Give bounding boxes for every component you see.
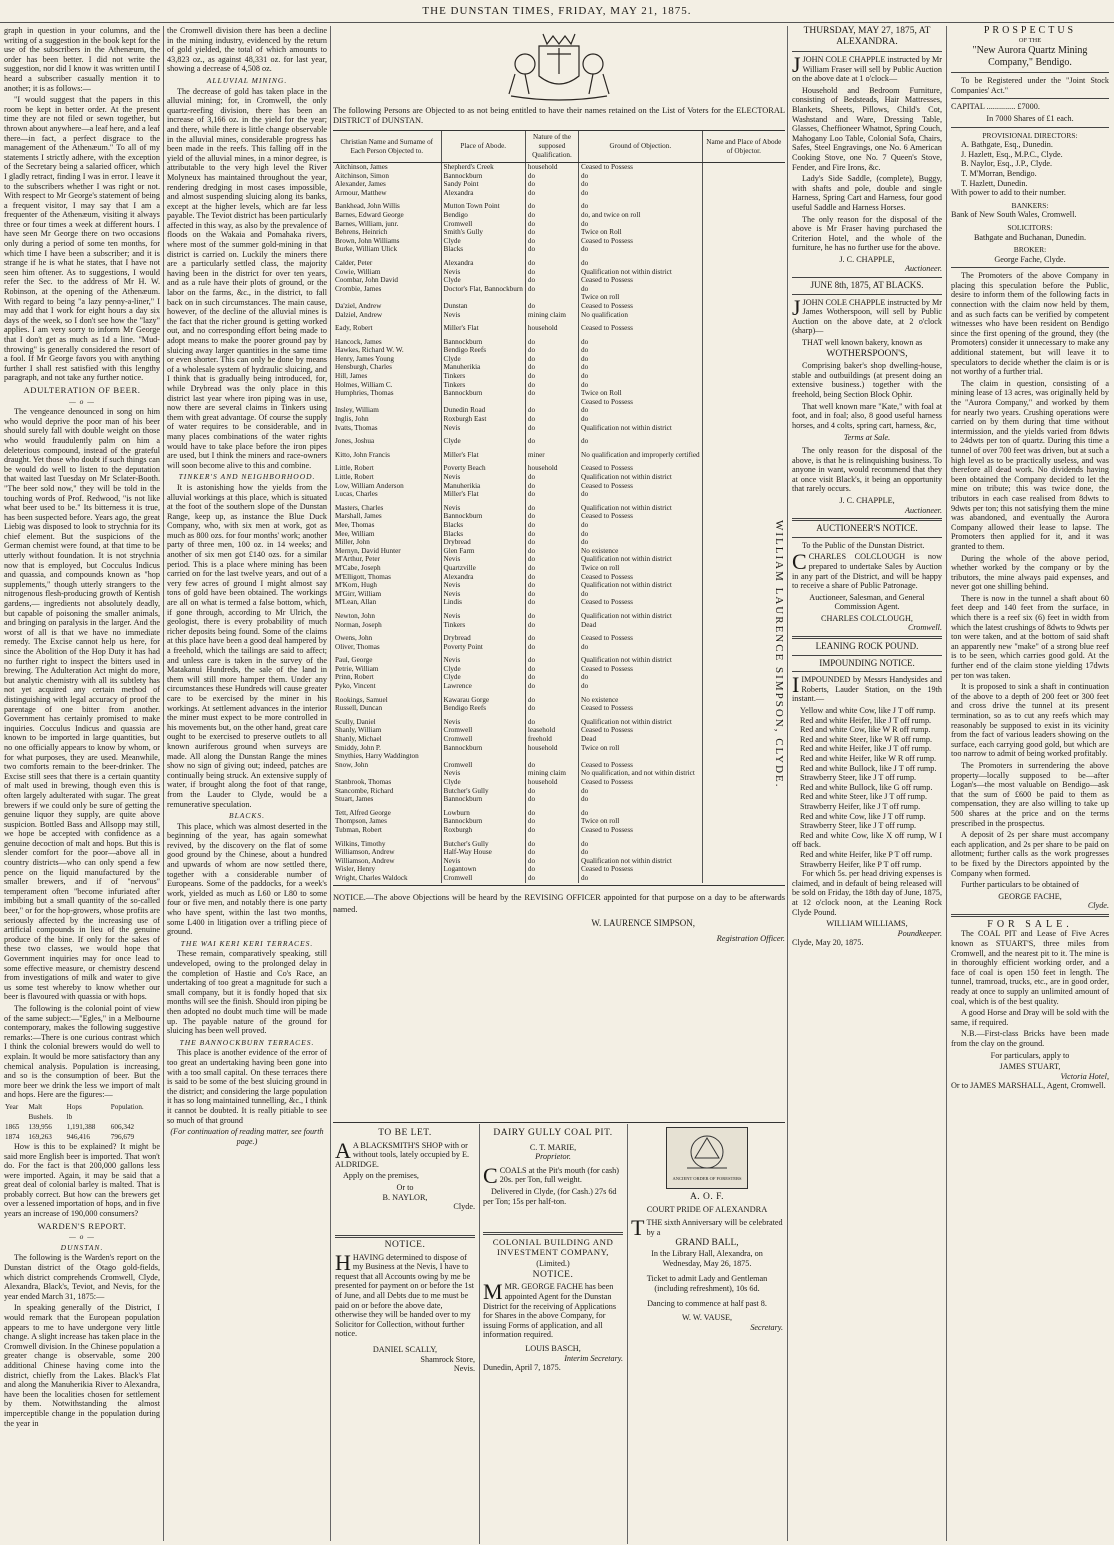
table-row: Aitchinson, James Shepherd's Creek household Ceased to Possess — [333, 163, 785, 172]
table-row: Barnes, William, junr. Cromwell do do — [333, 220, 785, 229]
list-item: Strawberry Steer, like J T off rump. — [800, 773, 917, 783]
list-item: Red and white Steer, like J T off rump. — [800, 792, 928, 802]
table-row: Da'ziel, Andrew Dunstan do Ceased to Possess — [333, 302, 785, 311]
table-row: Russell, Duncan Bendigo Reefs do Ceased to Possess — [333, 704, 785, 713]
registration-officer-name: W. LAURENCE SIMPSON, — [591, 917, 695, 928]
table-row: Eady, Robert Miller's Flat household Ceased to Possess — [333, 324, 785, 333]
list-item: T. Hazlett, Dunedin. — [961, 178, 1028, 188]
table-row: Insley, William Dunedin Road do do — [333, 406, 785, 415]
adulteration-p2: The following is the colonial point of view of the same subject:—"Egles," in a Melbourne contemporary, makes the following suggestive remarks:—There is one curious contrast which I think the colonial brewers would do well to explain. It would be more satisfactory than any chemical analysis. Population is increasing, and so is the consumption of beer. But the more beer we drink the less we import of malt and hops. Here are the figures:— — [4, 1003, 160, 1100]
voters-table — [333, 130, 785, 883]
table-row: Aitchinson, Simon Bannockburn do do — [333, 172, 785, 181]
table-row: Oliver, Thomas Poverty Point do do — [333, 643, 785, 652]
table-row: Jones, Joshua Clyde do do — [333, 437, 785, 446]
ad-colonial-building: COLONIAL BUILDING AND INVESTMENT COMPANY, (Limited.) NOTICE. MMR. GEORGE FACHE has been appointed Agent for the Dunstan District for the receiving of Applications for Shares in the above Company, for issuing Forms of application, and all information required. LOUIS BASCH, Interim Secretary. Dunedin, April 7, 1875. — [483, 1229, 623, 1539]
subheading-dunstan: DUNSTAN. — [60, 1242, 104, 1252]
table-row: Marshall, James Bannockburn do Ceased to Possess — [333, 512, 785, 521]
table-row: Snow, John Cromwell do Ceased to Possess — [333, 761, 785, 770]
column-rule — [163, 26, 164, 1541]
table-row: Armour, Matthew Alexandra do do — [333, 189, 785, 198]
tinkers-p1: It is astonishing how the yields from the alluvial workings at this place, which is situated at the foot of the southern slope of the Dunstan Range, keep up, as instance the Blue Duck Company, who, with six men at work, got as much as 800 ozs. for four months' work; another party of three men, 100 oz. in 14 weeks; and another of six men got £140 ozs. for a similar period. This is a place where mining has been carried on for the last twelve years, and out of a very few acres of ground I might almost say tons of gold have been obtained. The workings are all on what is termed a false bottom, which, if gone through, according to Mr Ulrich, the geologist, there is every probability of much richer deposits being found. Some of the claims at this place have been a good deal hampered by a freehold, which the tailings are said to affect; and unless care is taken in the survey of the Matakanui Hundreds, the sale of the land in them will still more hamper them. Under any circumstances these Hundreds will cause greater care to be exercised by the miner in his workings. At settlement advances in the interior the miner must expect to be more controlled in his movements but, on the other hand, great care ought to be exercised to preserve outlets to all known auriferous ground when surveys are made. All along the Dunstan Range the mines show no sign of giving out; indeed, patches are continually being struck. An extensive supply of water, if brought along the foot of that range, from the Lauder to Clyde, would be a remunerative speculation. — [167, 482, 327, 809]
list-item: Red and white Cow, like W R off rump. — [800, 725, 931, 735]
table-row: Miller, John Drybread do do — [333, 538, 785, 547]
table-row: Prinn, Robert Clyde do do — [333, 673, 785, 682]
table-row: Paul, George Nevis do Qualification not within district — [333, 656, 785, 665]
objector-vertical-text: WILLIAM LAURENCE SIMPSON, CLYDE. — [773, 520, 785, 789]
table-row: Humphries, Thomas Bannockburn do Twice on Roll — [333, 389, 785, 398]
list-item: B. Naylor, Esq., J.P., Clyde. — [961, 159, 1053, 169]
list-item: J. Hazlett, Esq., M.P.C., Clyde. — [961, 149, 1063, 159]
table-row: M'Cabe, Joseph Quartzville do Twice on roll — [333, 564, 785, 573]
table-row: Smiddy, John P. Bannockburn household Twice on roll — [333, 744, 785, 753]
stats-table: Year Malt Hops Population. Bushels. lb 1865 139,956 1,191,388 606,342 1874 169,263 946,416 796,679 — [5, 1102, 144, 1141]
list-item: Red and white Heifer, like J T off rump. — [800, 715, 932, 725]
ad-scally-notice: NOTICE. HHAVING determined to dispose of my Business at the Nevis, I have to request that all Accounts owing by me be presented for payment on or before the 1st of June, and all Debts due to me must be paid on or before the above date, otherwise they will be handed over to my Solicitor for Collection, without further notice. DANIEL SCALLY, Shamrock Store, Nevis. — [335, 1232, 475, 1532]
table-row: Bankhead, John Willis Mutton Town Point do do — [333, 202, 785, 211]
list-item: Red and white Heifer, like J T off rump. — [800, 744, 932, 754]
table-row: Hancock, James Bannockburn do do — [333, 338, 785, 347]
table-row: Barnes, Edward George Bendigo do do, and twice on roll — [333, 211, 785, 220]
th-objector: Name and Place of Abode of Objector. — [702, 131, 785, 163]
table-row: Wright, Charles Waldock Cromwell do do — [333, 874, 785, 883]
heading-adulteration: ADULTERATION OF BEER. — [23, 384, 141, 395]
table-row: Stanbrook, Thomas Clyde household Ceased to Possess — [333, 778, 785, 787]
table-row: Crombie, James Doctor's Flat, Bannockburn do do — [333, 285, 785, 294]
alluvial-p1: The decrease of gold has taken place in the alluvial mining; for, in Cromwell, the only quartz-reefing division, there has been an increase of 3,166 oz. in the yield for the year; and there, while there is little change observable in the alluvial mines, considerable progress has been made in the reefs. This falling off in the yield of the alluvial mines, in a minor degree, is attributable to the very high level the River Molyneux has maintained throughout the year, rendering dredging in most cases impossible, and almost suspending sluicing along its banks, except at the higher levels, which are far less payable. The Teviot district has been particularly affected in this way, as also by the prevalence of floods on the Wakaia and Pomahaka rivers, where most of the summer gold-mining in that district is carried on. Luckily the miners there are a particularly settled class, the majority having been in the district for over ten years, and as a rule have their plots of ground, or the labor on the farms, &c., in the district, to fall back on in such circumstances. The main cause, however, of the decline of the alluvial mines is the fact that the richer ground is getting worked out, and no corresponding effort being made to adopt means to make the poorer ground pay by sluicing away larger quantities in the same time or even shorter. This can only be done by means of a wholesale system of hydraulic sluicing, and I think that is gradually being introduced, for, while Drybread was the only place in this district last year where iron piping was in use, now there are several claims in Tinkers using them with great advantage. Of course the supply of water requires to be considerable, and in many places combinations of the water rights would have to take place before the iron pipes are used, but I think the miners and race-owners will soon become alive to this and combine. — [167, 86, 327, 470]
table-row: Tubman, Robert Roxburgh do Ceased to Possess — [333, 826, 785, 835]
th-qualification: Nature of the supposed Qualification. — [525, 131, 578, 163]
table-row: Lucas, Charles Miller's Flat do do — [333, 490, 785, 499]
table-row: Pyko, Vincent Lawrence do do — [333, 682, 785, 691]
table-row: Nevis mining claim No qualification, and not within district — [333, 769, 785, 778]
heading-blacks: BLACKS. — [229, 811, 265, 821]
table-row: Wilkins, Timothy Butcher's Gully do do — [333, 840, 785, 849]
heading-waikerikeri: THE WAI KERI KERI TERRACES. — [180, 938, 314, 948]
list-item: Red and white Cow, like X off rump, W I off back. — [792, 830, 942, 850]
table-row: Dalziel, Andrew Nevis mining claim No qualification — [333, 311, 785, 320]
directors-list — [951, 140, 1109, 188]
table-row: Calder, Peter Alexandra do do — [333, 259, 785, 268]
th-name: Christian Name and Surname of Each Person Objected to. — [333, 131, 441, 163]
table-row: Smythies, Harry Waddington — [333, 752, 785, 761]
table-row: Williamson, Andrew Nevis do Qualification not within district — [333, 857, 785, 866]
auction-date-alexandra: THURSDAY, MAY 27, 1875, AT ALEXANDRA. — [803, 26, 931, 47]
heading-for-sale: FOR SALE. — [987, 918, 1073, 930]
table-row: Hensburgh, Charles Manuherikia do do — [333, 363, 785, 372]
column-1: graph in question in your columns, and the writing of a suggestion in the book kept for the use of the subscribers in the Athenæum, the order has been better. I did not write the suggestion, nor did I know it was written until I heard a subscriber casually mention it to another; it is as follows:— "I would suggest that the papers in this room be kept in better order. At the present time they are not filed or sewn together, but thrown about anywhere—a leaf here, and a leaf there—in fact, a perfect disgrace to the management of the Athenæum." To all of my statements I strictly adhere, with the exception of the Secretary being a salaried officer, which I gladly retract, finding I was in error. I leave it to the subscribers whether I was right or not. With respect to Mr George's statement of being a frequent visitor, I may say that I am a frequenter of the Athenæum, visiting it always three or four times a week at different hours. I have seen Mr George there on two occasions only during a period of some ten months, for which time I have been a subscriber; and it is strange if he is what he states, that I have not seen him oftener. As to suggestions, I would refer the Sec. to the address of Mr H. W. Robinson, at the opening of the Athenæum. With regard to being "a lazy penny-a-liner," I may add that I work for eight hours a day six days of the week, so I don't see how the "lazy" applies. I am very sorry to inform Mr George that I don't get as much as 1d a line. "Mud-throwing" is generally considered the resort of a fool. If Mr George favors you with anything further I shall rest satisfied with this lengthy paragraph, and not take any further notice. ADULTERATION OF BEER. — o — The vengeance denounced in song on him who would deprive the poor man of his beer should surely fall with double weight on those who would fraudulently palm on him a deleterious compound, instead of the grateful draught. Yet those who doubt if such things can be would do well to listen to the deputation that waited last Tuesday on Mr Sclater-Booth. "The beer sold now," they will be told in the touching words of Prof. Redwood, "is not like what beer used to be." Its bitterness it is true, has been suspected before. Years ago, the great Liebig was disposed to look to strychnia for its chief element. But the suspicions of the German chemist were found, at that time to be utterly without foundation. It is not strychnia now that is employed, but Cocculus Indicus and quassia, and compounds known as "hop supplements," though utterly strangers to the nitrogenous flesh-producing growth of Kentish gardens,— ingredients not absolutely deadly, but capable of poisoning the smaller animals, and bringing on paralysis in the larger. And the worst of all is that we have no immediate remedy. The Excise cannot help us here, for since the Abolition of the Hop Duty it has had no further right to inspect the bitters used in brewing. The Adulteration Act might do more, but analytic chemistry with all its subtlety has not yet acquired any certain method of distinguishing with legal accuracy of proof the parentage of one bitter from another. Government has certainly promised to make inquiries. Cocculus Indicus and quassia are known to be imported in large quantities, but no one officially appears to know by whom, or for what purposes, they are used. Meanwhile, two comforts remain to the beer-drinker. The Excise still sees that there is a certain quantity of malt used in brewing, though even this is often largely adulterated with sugar. The great brewers if we could only be sure of getting the genuine liquor they supply, are quite above suspicion. Bottled Bass and Allsopp may still, we hope be accepted with confidence as a genuine decoction of malt and hops. But this is slender comfort for the poor—above all in country districts—who can only spend a few pence on the liquid manufactured by the smaller brewers, and if of "nervous" temperament often "become infuriated after imbibing but a small quantity of the so-called beer," or for the hop-growers, whose profits are seriously affected by the increasing use of artificial compounds in lieu of the genuine produce of the bine. If only for the sakes of these two classes, we would hope that Government inquiries may for once lead to some effective measure, or chemistry descend from investigations of milk and water to give us some test whereby to know whether our beer is flavoured with quassia or with hops. The following is the colonial point of view of the same subject:—"Egles," in a Melbourne contemporary, makes the following suggestive remarks:—There is one curious contrast which I think the colonial brewers would do well to explain. It would be more satisfactory than any chemical analysis. Population is increasing, and so is the consumption of beer. But the more beer we drink the less we import of malt and hops. Here are the figures:— Year Malt Hops Population. Bushels. lb 1865 139,956 1,191,388 606,342 1874 169,263 946,416 796,679 How is this to be explained? It might be said more English beer is imported. That won't do. For the fact is that 200,000 gallons less were imported. Again, it may be said that a great deal of colonial barley is malted. That is probably correct. But how can the brewers get over a lessened importation of hops, and in five years an increase of 190,000 consumers? WARDEN'S REPORT. — o — DUNSTAN. The following is the Warden's report on the Dunstan district of the Otago gold-fields, which district comprehends Cromwell, Clyde, Alexandra, Black's, Teviot, and Nevis, for the year ended March 31, 1875:— In speaking generally of the District, I would remark that the European population appears to me to have undergone very little change. A slight increase has taken place in the Cromwell division. In the Chinese population a greater change is observable, some 200 additional Chinese having come into the district, chiefly from the Lakes. Black's Flat and along the Manuherikia River to Alexandra, have been the localities chosen for settlement by them. Notwithstanding the almost imperceptible change in the population during the year in — [4, 26, 160, 1428]
prospectus-title: PROSPECTUS — [983, 26, 1077, 36]
warden-p2: In speaking generally of the District, I would remark that the European population appears to me to have undergone very little change. A slight increase has taken place in the Cromwell division. In the Chinese population a greater change is observable, some 200 additional Chinese having come into the district, chiefly from the Lakes. Black's Flat and along the Manuherikia River to Alexandra, have been the localities chosen for settlement by them. Notwithstanding the almost imperceptible change in the population during the year in — [4, 1303, 160, 1428]
list-item: Red and white Bullock, like G off rump. — [800, 782, 933, 792]
warden-p3: the Cromwell division there has been a decline in the mining industry, evidenced by the return of gold yielded, the total of which amounts to 43,823 oz., as against 48,331 oz. for last year, showing a decrease of 4,508 oz. — [167, 26, 327, 74]
bannockburn-p1: This place is another evidence of the error of too great an undertaking having been gone into with a too small capital. On these terraces there is said to be some of the best sluicing ground in the district; and considering the large population it has so long maintained tunnelling, &c., I think it cannot be doubted. It is really pitiable to see so much of that ground — [167, 1048, 327, 1125]
list-item: Strawberry Heifer, like J T off rump. — [800, 801, 921, 811]
ad-dairy-gully-coal: DAIRY GULLY COAL PIT. C. T. MARIE, Proprietor. CCOALS at the Pit's mouth (for cash) 20s. per Ton, full weight. Delivered in Clyde, (for Cash.) 27s 6d per Ton; 15s per half-ton. — [483, 1128, 619, 1206]
table-row: Hill, James Tinkers do do — [333, 372, 785, 381]
table-row: Shanly, Michael Cromwell freehold Dead — [333, 735, 785, 744]
table-row: Ivatts, Thomas Nevis do Qualification not within district — [333, 424, 785, 433]
table-row: Little, Robert Nevis do Qualification not within district — [333, 473, 785, 482]
table-row: Ceased to Possess — [333, 398, 785, 407]
table-row: Low, William Anderson Manuherikia do Ceased to Possess — [333, 482, 785, 491]
company-name: "New Aurora Quartz Mining Company," Bendigo. — [972, 45, 1088, 69]
heading-tinkers: TINKER'S AND NEIGHBORHOOD. — [178, 472, 316, 482]
heading-bannockburn: THE BANNOCKBURN TERRACES. — [179, 1037, 315, 1047]
voters-intro: The following Persons are Objected to as not being entitled to have their names retained on the List of Voters for the ELECTORAL DISTRICT of DUNSTAN. — [333, 106, 785, 125]
table-row: M'Girr, William Nevis do do — [333, 590, 785, 599]
table-row: Brown, John Williams Clyde do Ceased to Possess — [333, 237, 785, 246]
th-abode: Place of Abode. — [441, 131, 525, 163]
warden-p1: The following is the Warden's report on the Dunstan district of the Otago gold-fields, which district comprehends Cromwell, Clyde, Alexandra, Black's, Teviot, and Nevis, for the year ended March 31, 1875:— — [4, 1253, 160, 1301]
column-2 — [167, 26, 327, 1541]
royal-coat-of-arms — [333, 26, 785, 104]
foresters-emblem: ANCIENT ORDER OF FORESTERS — [666, 1127, 748, 1189]
th-objection: Ground of Objection. — [579, 131, 703, 163]
table-row: Norman, Joseph Tinkers do Dead — [333, 621, 785, 630]
heading-impounding-notice: IMPOUNDING NOTICE. — [819, 657, 915, 668]
list-item: Strawberry Steer, like J T off rump. — [800, 821, 917, 831]
heading-alluvial: ALLUVIAL MINING. — [206, 75, 288, 85]
auction-date-blacks: JUNE 8th, 1875, AT BLACKS. — [810, 280, 924, 291]
waikerikeri-p1: These remain, comparatively speaking, still undeveloped, owing to the prolonged delay in the completion of Hastie and Co's Race, an undertaking of too great a magnitude for such a small company, but it is fondly hoped that six months will see the finish. Should iron piping be then adopted no doubt much time will be made up. The payable nature of the ground for sluicing has been well proved. — [167, 949, 327, 1036]
table-row: Kitto, John Francis Miller's Flat miner No qualification and improperly certified — [333, 451, 785, 460]
table-row: Twice on roll — [333, 293, 785, 302]
table-row: Williamson, Andrew Half-Way House do do — [333, 848, 785, 857]
list-item: Yellow and white Cow, like J T off rump. — [800, 706, 936, 716]
column-rule — [330, 26, 331, 1541]
table-row: Shanly, William Cromwell leasehold Ceased to Possess — [333, 726, 785, 735]
table-row: Little, Robert Poverty Beach household Ceased to Possess — [333, 464, 785, 473]
masthead: THE DUNSTAN TIMES, FRIDAY, MAY 21, 1875. — [0, 0, 1114, 23]
adulteration-p3: How is this to be explained? It might be said more English beer is imported. That won't do. For the fact is that 200,000 gallons less were imported. Again, it may be said that a great deal of colonial barley is malted. That is probably correct. But how can the brewers get over a lessened importation of hops, and in five years an increase of 190,000 consumers? — [4, 1141, 160, 1219]
table-row: Henry, James Young Clyde do do — [333, 355, 785, 364]
list-item: Red and white Bullock, like J T off rump. — [800, 763, 937, 773]
table-row: M'Lean, Allan Lindis do Ceased to Possess — [333, 598, 785, 607]
table-row: Owens, John Drybread do Ceased to Possess — [333, 634, 785, 643]
athenaeum-letter-p2: "I would suggest that the papers in this room be kept in better order. At the present time they are not filed or sewn together, but thrown about anywhere—a leaf here, and a leaf there—in fact, a perfect disgrace to the management of the Athenæum." To all of my statements I strictly adhere, with the exception of the Secretary being a salaried officer, which I gladly retract, finding I was in error. I leave it to the subscribers whether I was right or not. With respect to Mr George's statement of being a frequent visitor, I may say that I am a frequenter of the Athenæum, visiting it always three or four times a week at different hours. I have seen Mr George there on two occasions only during a period of some ten months, for which time I have been a subscriber; and it is strange if he is what he states, that I have not seen him oftener. As to suggestions, I would refer the Sec. to the address of Mr H. W. Robinson, at the opening of the Athenæum. With regard to being "a lazy penny-a-liner," I may add that I work for eight hours a day six days of the week, so I don't see how the "lazy" applies. I am very sorry to inform Mr George that I don't get as much as 1d a line. "Mud-throwing" is generally considered the resort of a fool. If Mr George favors you with anything further I shall rest satisfied with this lengthy paragraph, and not take any further notice. — [4, 95, 160, 383]
list-item: Red and white Heifer, like P T off rump. — [800, 849, 933, 859]
table-row: Petrie, William Clyde do Ceased to Possess — [333, 665, 785, 674]
table-row: Hawkes, Richard W. W. Bendigo Reefs do do — [333, 346, 785, 355]
table-row: Mernyn, David Hunter Glen Farm do No existence — [333, 547, 785, 556]
table-row: Newton, John Nevis do Qualification not within district — [333, 612, 785, 621]
list-item: A. Bathgate, Esq., Dunedin. — [961, 140, 1053, 150]
table-row: Thompson, James Bannockburn do Twice on roll — [333, 817, 785, 826]
column-6-prospectus: PROSPECTUS OF THE "New Aurora Quartz Mining Company," Bendigo. To be Registered under the "Joint Stock Companies' Act." CAPITAL .............. £7000. In 7000 Shares of £1 each. PROVISIONAL DIRECTORS: A. Bathgate, Esq., Dunedin. J. Hazlett, Esq., M.P.C., Clyde. B. Naylor, Esq., J.P., Clyde. T. M'Morran, Bendigo. T. Hazlett, Dunedin. With power to add to their number. BANKERS: Bank of New South Wales, Cromwell. SOLICITORS: Bathgate and Buchanan, Dunedin. BROKER: George Fache, Clyde. The Promoters of the above Company in placing this speculation before the Public, desire to inform them of the following facts in connection with the claim now held by them, and as such facts can be verified by competent witnesses who have been resident on Bendigo since the first opening of the ground, they (the Promoters) consider it unnecessary to make any additional statement, but will leave it to speculators to decide whether the claim is or is not worthy of a further trial. The claim in question, consisting of a mining lease of 13 acres, was originally held by the "Aurora Company," and worked by them for nearly two years. Crushing operations were carried on by them during that time without intermission, and the yields varied from 8dwts to 24dwts per ton of quartz. During this time a tunnel of over 700 feet was driven, but at such a high level as to be practically useless, and was therefore all dead work. No dividends having been obtained the Company decided to let the mine on tribute; this was twice done, the tributors in each case realised from 8dwts to 9dwts per ton; this not satisfying them the mine was abandoned, and eventually the Aurora Company allowed their lease to lapse. The Promoters then applied for it, and it was granted to them. During the whole of the above period, whether worked by the company or by the tributors, the mine always paid expenses, and never got one shilling behind. There is now in the tunnel a shaft about 60 feet deep and 140 feet from the surface, in which there is a reef six (6) feet in width from which the latest crushings of 8dwts to 9dwts per ton were taken, and at the bottom of said shaft an apparently new "make" of a strong blue reef is to be seen, which carries good gold. At the further end of the claim stone yielding 17dwts per ton was taken. It is proposed to sink a shaft in continuation of the above to a depth of 200 feet or 300 feet and cross drive the tunnel at its present termination, so as to cut any reefs which may reasonably be supposed to exist in its vicinity from the fact of various leaders showing on the surface, each carrying good gold, but which are too narrow to admit of being worked profitably. The Promoters in surrendering the above property—locally supposed to be—after Logan's—the most valuable on Bendigo—ask that the sum of £600 be paid to them as compensation, they are also willing to take up 500 shares at the price and on the terms prescribed in the prospectus. A deposit of 2s per share must accompany each application, and 2s per share to be paid on allotment; further calls as the work progresses to be fixed by the Directors appointed by the Company when formed. Further particulars to be obtained of GEORGE FACHE, Clyde. FOR SALE. The COAL PIT and Lease of Five Acres known as STUART'S, three miles from Cromwell, and the nearest pit to it. The mine is in thoroughly efficient working order, and a face of coal is open 150 feet in length. The tunnel, tramroad, trucks, etc., are in good order, ready at once to supply an unlimited amount of coal, which is of the best quality. A good Horse and Dray will be sold with the same, if required. N.B.—First-class Bricks have been made from the clay on the ground. For particulars, apply to JAMES STUART, Victoria Hotel, Or to JAMES MARSHALL, Agent, Cromwell. — [951, 26, 1109, 1091]
heading-wardens-report: WARDEN'S REPORT. — [37, 1220, 127, 1231]
ad-aof-ball: ANCIENT ORDER OF FORESTERS A. O. F. COURT PRIDE OF ALEXANDRA TTHE sixth Anniversary will be celebrated by a GRAND BALL, In the Library Hall, Alexandra, on Wednesday, May 26, 1875. Ticket to admit Lady and Gentleman (including refreshment), 10s 6d. Dancing to commence at half past 8. W. W. VAUSE, Secretary. — [631, 1127, 783, 1537]
column-5-auctions: THURSDAY, MAY 27, 1875, AT ALEXANDRA. JJOHN COLE CHAPPLE instructed by Mr William Fraser will sell by Public Auction on the above date at 1 o'clock— Household and Bedroom Furniture, consisting of Bedsteads, Hair Mattresses, Blankets, Sheets, Pillows, Child's Cot, Washstand and Ware, Dressing Table, Glasses, Cheffioneer Whatnot, Spring Couch, Mahogany Loo Table, Colonial Sofa, Chairs, Safes, Steel Engravings, one No. 6 American Cooking Stove, one No. 7 Queen's Stove, Fender, and Fire Irons, &c. Lady's Side Saddle, (complete), Buggy, with shafts and pole, double and single Harness, Spring Cart and Harness, four good useful Saddle and Harness Horses. The only reason for the disposal of the above is Mr Fraser having purchased the Criterion Hotel, and the whole of the furniture, he has no further use for the above. J. C. CHAPPLE, Auctioneer. JUNE 8th, 1875, AT BLACKS. JJOHN COLE CHAPPLE instructed by Mr James Wotherspoon, will sell by Public Auction on the above date, at 2 o'clock (sharp)— THAT well known bakery, known as WOTHERSPOON'S, Comprising baker's shop dwelling-house, stable and outbuildings (at present doing an extensive business.) together with the freehold, being Section Block Ophir. That well known mare "Kate," with foal at foot, and in foal; also, 8 good useful harness horses, and 4 colts, spring cart, harness, &c, Terms at Sale. The only reason for the disposal of the above, is that he is relinquishing business. To anyone in want, would recommend that they at once visit Black's, it being an opportunity that rarely occurs. J. C. CHAPPLE, Auctioneer. AUCTIONEER'S NOTICE. To the Public of the Dunstan District. CCHARLES COLCLOUGH is now prepared to undertake Sales by Auction in any part of the District, and will be happy to receive a share of Public Patronage. Auctioneer, Salesman, and General Commission Agent. CHARLES COLCLOUGH, Cromwell. LEANING ROCK POUND. IMPOUNDING NOTICE. IIMPOUNDED by Messrs Handysides and Roberts, Lauder Station, on the 19th instant.— Yellow and white Cow, like J T off rump. Red and white Heifer, like J T off rump. Red and white Cow, like W R off rump. Red and white Steer, like W R off rump. Red and white Heifer, like J T off rump. Red and white Heifer, like W R off rump. Red and white Bullock, like J T off rump. Strawberry Steer, like J T off rump. Red and white Bullock, like G off rump. Red and white Steer, like J T off rump. Strawberry Heifer, like J T off rump. Red and white Cow, like J T off rump. Strawberry Steer, like J T off rump. Red and white Cow, like X off rump, W I off back. Red and white Heifer, like P T off rump. Strawberry Heifer, like P T off rump. For which 5s. per head driving expenses is claimed, and in default of being released will be sold on Friday, the 18th day of June, 1875, at 12 o'clock noon, at the Leaning Rock Clyde Pound. WILLIAM WILLIAMS, Poundkeeper. Clyde, May 20, 1875. — [792, 26, 942, 948]
table-row: Mee, William Blacks do do — [333, 530, 785, 539]
voters-objection-list — [333, 26, 785, 943]
table-row: Stuart, James Bannockburn do do — [333, 795, 785, 804]
table-row: Wisler, Henry Logantown do Ceased to Possess — [333, 865, 785, 874]
table-row: Mee, Thomas Blacks do do — [333, 521, 785, 530]
table-row: Masters, Charles Nevis do Qualification not within district — [333, 504, 785, 513]
table-row: Stancombe, Richard Butcher's Gully do do — [333, 787, 785, 796]
table-row: Tett, Alfred George Lowburn do do — [333, 809, 785, 818]
table-row: Inglis, John Roxburgh East do do — [333, 415, 785, 424]
ad-to-be-let: TO BE LET. A A BLACKSMITH'S SHOP with or without tools, lately occupied by E. ALDRIDGE. Apply on the premises, Or to B. NAYLOR, Clyde. — [335, 1128, 475, 1212]
heading-auctioneers-notice: AUCTIONEER'S NOTICE. — [816, 523, 918, 534]
list-item: Strawberry Heifer, like P T off rump. — [800, 859, 922, 869]
table-row: Alexander, James Sandy Point do do — [333, 180, 785, 189]
heading-leaning-rock-pound: LEANING ROCK POUND. — [815, 641, 919, 652]
list-item: T. M'Morran, Bendigo. — [961, 168, 1037, 178]
table-row: Rookings, Samuel Kawarau Gorge do No existence — [333, 696, 785, 705]
table-row: Behrens, Heinrich Smith's Gully do Twice on Roll — [333, 228, 785, 237]
registration-officer-title: Registration Officer. — [716, 933, 785, 943]
list-item: Red and white Steer, like W R off rump. — [800, 734, 933, 744]
table-row: Burke, William Ulick Blacks do do — [333, 245, 785, 254]
impounded-animals-list — [792, 706, 942, 869]
table-row: Scully, Daniel Nevis do Qualification not within district — [333, 718, 785, 727]
table-row: M'Korn, Hugh Nevis do Qualification not within district — [333, 581, 785, 590]
table-row: M'Arthur, Peter Nevis do Qualification not within district — [333, 555, 785, 564]
objection-notice: NOTICE.—The above Objections will be heard by the REVISING OFFICER appointed for that purpose on a day to be afterwards named. — [333, 892, 785, 914]
list-item: Red and white Heifer, like W R off rump. — [800, 754, 937, 763]
table-row: M'Elligott, Thomas Alexandra do Ceased to Possess — [333, 573, 785, 582]
adulteration-p1: The vengeance denounced in song on him who would deprive the poor man of his beer should surely fall with double weight on those who would fraudulently palm on him a deleterious compound, instead of the grateful draught. Yet those who doubt if such things can be would do well to listen to the deputation that waited last Tuesday on Mr Sclater-Booth. "The beer sold now," they will be told in the touching words of Prof. Redwood, "is not like what beer used to be." Its bitterness it is true, has been suspected before. Years ago, the great Liebig was disposed to look to strychnia for its chief element. But the suspicions of the German chemist were found, at that time to be utterly without foundation. It is not strychnia now that is employed, but Cocculus Indicus and quassia, and compounds known as "hop supplements," though utterly strangers to the nitrogenous flesh-producing growth of Kentish gardens,— ingredients not absolutely deadly, but capable of poisoning the smaller animals, and bringing on paralysis in the larger. And the worst of all is that we have no immediate remedy. The Excise cannot help us here, for since the Abolition of the Hop Duty it has had no further right to inspect the bitters used in brewing. The Adulteration Act might do more, but analytic chemistry with all its subtlety has not yet acquired any certain method of distinguishing with legal accuracy of proof the parentage of one bitter from another. Government has certainly promised to make inquiries. Cocculus Indicus and quassia are known to be imported in large quantities, but no one officially appears to know by whom, or for what purposes, they are used. Meanwhile, two comforts remain to the beer-drinker. The Excise still sees that there is a certain quantity of malt used in brewing, though even this is often largely adulterated with sugar. The great brewers if we could only be sure of getting the genuine liquor they supply, are quite above suspicion. Bottled Bass and Allsopp may still, we hope be accepted with confidence as a genuine decoction of malt and hops. But this is slender comfort for the poor—above all in country districts—who can only spend a few pence on the liquid manufactured by the smaller brewers, and if of "nervous" temperament often "become infuriated after imbibing but a small quantity of the so-called beer," or for the hop-growers, whose profits are seriously affected by the increasing use of artificial compounds in lieu of the genuine produce of the bine. If only for the sakes of these two classes, we would hope that Government inquiries may for once lead to some effective measure, or chemistry descend from investigations of milk and water to give us some test whereby to know whether our beer is flavoured with quassia or with hops. — [4, 407, 160, 1002]
table-row: Coombar, John David Clyde do Ceased to Possess — [333, 276, 785, 285]
list-item: Red and white Cow, like J T off rump. — [800, 811, 926, 821]
athenaeum-letter-p1: graph in question in your columns, and the writing of a suggestion in the book kept for the use of the subscribers in the Athenæum, the order has been better. I did not write the suggestion, nor did I know it was written until I heard a subscriber casually mention it to another; it is as follows:— — [4, 26, 160, 93]
blacks-p1: This place, which was almost deserted in the beginning of the year, has again somewhat revived, by the discovery on the flat of some good ground by the Chinese, about a hundred and upwards of whom are now settled there, together with a considerable number of Europeans. Some of the paddocks, for a week's work, yielded as much as L60 or L80 to some four or five men, and notably there is one party who have spent, within the last two months, some L400 in litigation over a trifling piece of ground. — [167, 821, 327, 937]
table-row: Holmes, William C. Tinkers do do — [333, 381, 785, 390]
table-row: Cowie, William Nevis do Qualification not within district — [333, 268, 785, 277]
continuation-note: (For continuation of reading matter, see fourth page.) — [170, 1127, 324, 1146]
